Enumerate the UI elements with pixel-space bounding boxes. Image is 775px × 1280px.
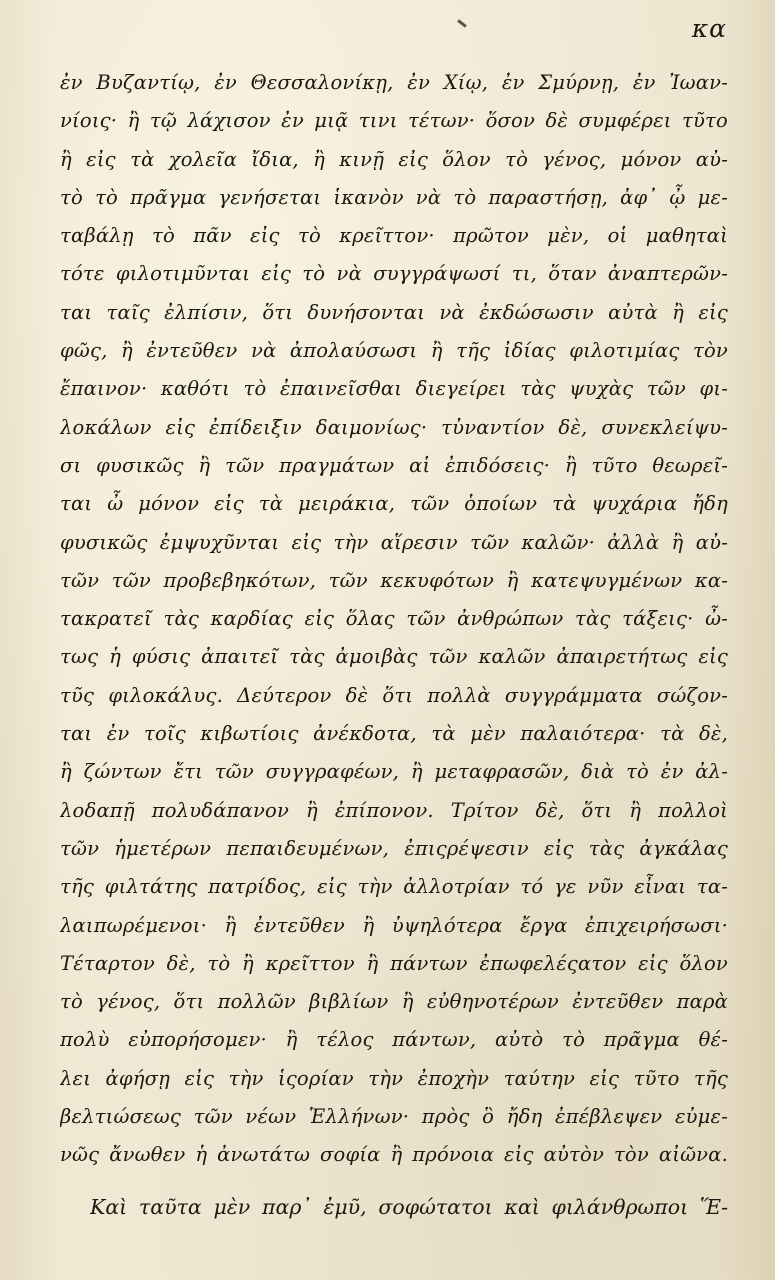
text-line: ται ὦ μόνον εἰς τὰ μειράκια, τῶν ὁποίων τὰ ψυχάρια ἤδη — [60, 492, 728, 516]
text-line: τὸ γένος, ὅτι πολλῶν βιβλίων ἢ εὐθηνοτέρων ἐντεῦθεν παρὰ — [60, 990, 728, 1014]
text-line: τῦς φιλοκάλυς. Δεύτερον δὲ ὅτι πολλὰ συγγράμματα σώζον- — [60, 683, 728, 707]
text-line: τότε φιλοτιμῦνται εἰς τὸ νὰ συγγράψωσί τι, ὅταν ἀναπτερῶν- — [60, 262, 728, 286]
ink-mark — [457, 19, 467, 28]
text-line: πολὺ εὐπορήσομεν· ἢ τέλος πάντων, αὐτὸ τὸ πρᾶγμα θέ- — [60, 1028, 728, 1052]
text-line: λει ἀφήσῃ εἰς τὴν ἱςορίαν τὴν ἐποχὴν ταύτην εἰς τῦτο τῆς — [60, 1066, 728, 1090]
text-line: ἢ εἰς τὰ χολεῖα ἴδια, ἢ κινῇ εἰς ὅλον τὸ γένος, μόνον αὐ- — [60, 147, 728, 171]
text-line: ται ταῖς ἐλπίσιν, ὅτι δυνήσονται νὰ ἐκδώσωσιν αὐτὰ ἢ εἰς — [60, 300, 728, 324]
text-line: λοδαπῇ πολυδάπανον ἢ ἐπίπονον. Τρίτον δὲ, ὅτι ἢ πολλοὶ — [60, 798, 728, 822]
body-text — [60, 64, 728, 1175]
text-line: νῶς ἄνωθεν ἡ ἀνωτάτω σοφία ἢ πρόνοια εἰς αὐτὸν τὸν αἰῶνα. — [60, 1143, 728, 1167]
page-number: κα — [691, 14, 727, 43]
text-line: φυσικῶς ἐμψυχῦνται εἰς τὴν αἵρεσιν τῶν καλῶν· ἀλλὰ ἢ αὐ- — [60, 530, 728, 554]
text-line: λαιπωρέμενοι· ἢ ἐντεῦθεν ἢ ὑψηλότερα ἔργα ἐπιχειρήσωσι· — [60, 913, 728, 937]
text-line: τῶν ἡμετέρων πεπαιδευμένων, ἐπιςρέψεσιν εἰς τὰς ἀγκάλας — [60, 836, 728, 860]
text-line: ἔπαινον· καθότι τὸ ἐπαινεῖσθαι διεγείρει τὰς ψυχὰς τῶν φι- — [60, 377, 728, 401]
closing-line: Καὶ ταῦτα μὲν παρ᾽ ἐμῦ, σοφώτατοι καὶ φιλάνθρωποι Ἕ- — [90, 1195, 728, 1219]
text-line: φῶς, ἢ ἐντεῦθεν νὰ ἀπολαύσωσι ἢ τῆς ἰδίας φιλοτιμίας τὸν — [60, 339, 728, 363]
text-line: ται ἐν τοῖς κιβωτίοις ἀνέκδοτα, τὰ μὲν παλαιότερα· τὰ δὲ, — [60, 722, 728, 746]
text-line: ἐν Βυζαντίῳ, ἐν Θεσσαλονίκῃ, ἐν Χίῳ, ἐν Σμύρνῃ, ἐν Ἰωαν- — [60, 71, 728, 94]
text-line: τὸ τὸ πρᾶγμα γενήσεται ἱκανὸν νὰ τὸ παραστήσῃ, ἀφ᾽ ᾦ με- — [60, 185, 728, 209]
text-line: νίοις· ἢ τῷ λάχισον ἐν μιᾷ τινι τέτων· ὅσον δὲ συμφέρει τῦτο — [60, 109, 728, 133]
text-line: τῆς φιλτάτης πατρίδος, εἰς τὴν ἀλλοτρίαν τό γε νῦν εἶναι τα- — [60, 875, 728, 899]
text-line: τακρατεῖ τὰς καρδίας εἰς ὅλας τῶν ἀνθρώπων τὰς τάξεις· ὦ- — [60, 607, 728, 631]
text-line: λοκάλων εἰς ἐπίδειξιν δαιμονίως· τὐναντίον δὲ, συνεκλείψυ- — [60, 415, 728, 439]
text-line: τως ἡ φύσις ἀπαιτεῖ τὰς ἀμοιβὰς τῶν καλῶν ἀπαιρετήτως εἰς — [60, 645, 728, 669]
text-line: Τέταρτον δὲ, τὸ ἢ κρεῖττον ἢ πάντων ἐπωφελέςατον εἰς ὅλον — [60, 951, 728, 975]
text-line: βελτιώσεως τῶν νέων Ἑλλήνων· πρὸς ὃ ἤδη ἐπέβλεψεν εὐμε- — [60, 1105, 728, 1129]
text-line: ταβάλῃ τὸ πᾶν εἰς τὸ κρεῖττον· πρῶτον μὲν, οἱ μαθηταὶ — [60, 224, 728, 248]
text-line: ἢ ζώντων ἔτι τῶν συγγραφέων, ἢ μεταφρασῶν, διὰ τὸ ἐν ἀλ- — [60, 760, 728, 784]
text-line: τῶν τῶν προβεβηκότων, τῶν κεκυφότων ἢ κατεψυγμένων κα- — [60, 568, 728, 592]
text-line: σι φυσικῶς ἢ τῶν πραγμάτων αἱ ἐπιδόσεις· ἢ τῦτο θεωρεῖ- — [60, 453, 728, 477]
